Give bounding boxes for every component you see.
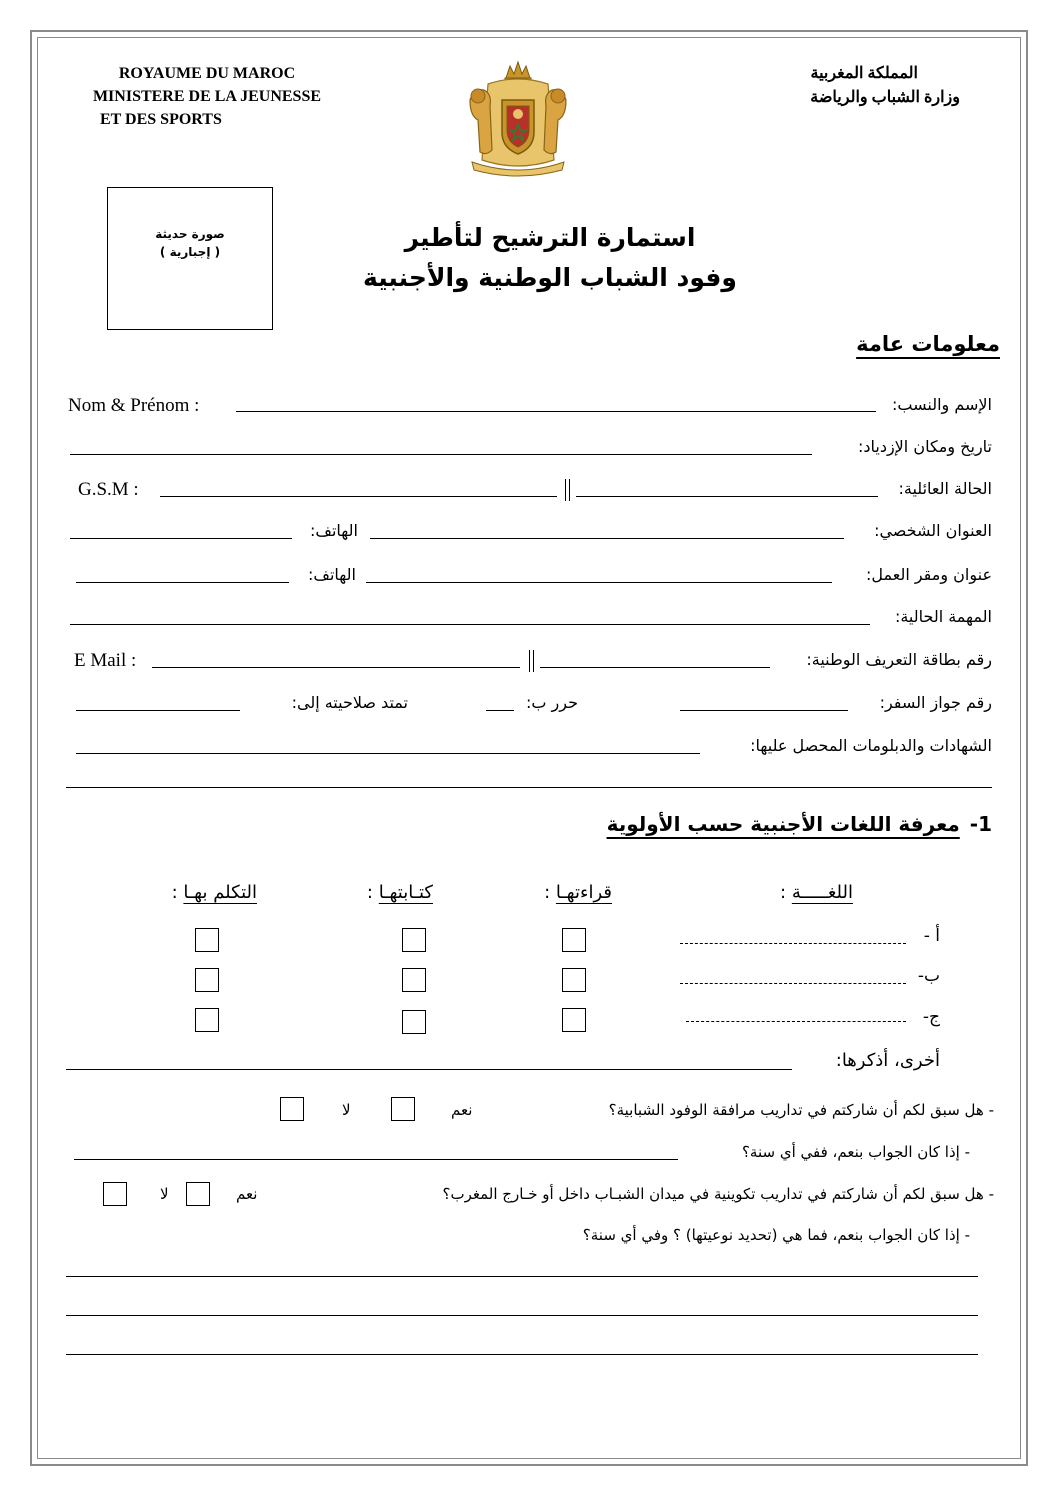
work-address-field[interactable] [366,582,832,583]
lang-a-reading-checkbox[interactable] [562,928,586,952]
lang-b-reading-checkbox[interactable] [562,968,586,992]
current-job-field[interactable] [70,624,870,625]
passport-field[interactable] [680,710,848,711]
photo-placeholder[interactable] [107,187,273,330]
issued-at-label: حرر ب: [526,693,578,712]
diplomas-row [68,736,992,766]
header-ar-line2: وزارة الشباب والرياضة [810,89,960,106]
q2-followup: - إذا كان الجواب بنعم، فما هي (تحديد نوعيتها) ؟ وفي أي سنة؟ [582,1226,970,1244]
field-separator [565,479,570,501]
header-fr-line3: ET DES SPORTS [100,111,222,128]
lang-row-a-field[interactable] [680,943,906,944]
lang-a-writing-checkbox[interactable] [402,928,426,952]
personal-address-label: العنوان الشخصي: [874,521,992,540]
name-label-fr: Nom & Prénom : [68,395,200,416]
header-arabic [810,62,960,110]
lang-c-reading-checkbox[interactable] [562,1008,586,1032]
phone2-label: الهاتف: [308,565,356,584]
languages-section-heading [607,812,992,836]
lang-row-b-field[interactable] [680,983,906,984]
lang-b-writing-checkbox[interactable] [402,968,426,992]
lang-row-a-label: أ - [923,926,940,946]
form-title-line2: وفود الشباب الوطنية والأجنبية [363,263,737,292]
personal-address-row [68,521,992,551]
lang-row-c-label: ج- [922,1007,940,1027]
national-id-field[interactable] [540,667,770,668]
lang-b-speaking-checkbox[interactable] [195,968,219,992]
answer-line-2[interactable] [66,1315,978,1316]
form-title-line1: استمارة الترشيح لتأطير [404,223,696,252]
general-info-heading: معلومات عامة [856,332,1000,356]
q1-yes-label: نعم [451,1101,473,1119]
other-languages-field[interactable] [66,1069,792,1070]
phone1-label: الهاتف: [310,521,358,540]
personal-address-field[interactable] [370,538,844,539]
issued-at-field[interactable] [486,710,514,711]
lang-c-writing-checkbox[interactable] [402,1010,426,1034]
national-id-label: رقم بطاقة التعريف الوطنية: [806,650,992,669]
section-number: 1- [969,812,992,836]
col-writing: كتـابتهـا : [366,882,433,903]
phone2-field[interactable] [76,582,289,583]
field-separator [529,650,534,672]
col-speaking: التكلم بهـا : [171,882,257,903]
col-reading: قراءتهـا : [544,882,612,903]
name-field[interactable] [236,411,876,412]
form-title [300,218,800,298]
q1-followup: - إذا كان الجواب بنعم، ففي أي سنة؟ [741,1143,970,1161]
valid-until-field[interactable] [76,710,240,711]
other-languages-label: أخرى، أذكرها: [835,1050,940,1071]
diplomas-field[interactable] [76,753,700,754]
birth-row [68,437,992,467]
q1-no-label: لا [342,1101,351,1119]
header-french [62,62,352,131]
q2-no-label: لا [160,1185,169,1203]
header-fr-line1: ROYAUME DU MAROC [118,65,296,82]
lang-a-speaking-checkbox[interactable] [195,928,219,952]
current-job-row [68,607,992,637]
passport-row [68,693,992,723]
header-ar-line1: المملكة المغربية [810,65,918,82]
name-row [68,395,992,425]
answer-line-1[interactable] [66,1276,978,1277]
question-2: - هل سبق لكم أن شاركتم في تداريب تكوينية في ميدان الشبـاب داخل أو خـارج المغرب؟ [442,1185,994,1203]
lang-c-speaking-checkbox[interactable] [195,1008,219,1032]
q1-year-field[interactable] [74,1159,678,1160]
passport-label: رقم جواز السفر: [879,693,992,712]
coat-of-arms-icon [458,60,578,178]
name-label-ar: الإسم والنسب: [892,395,992,414]
section-title: معرفة اللغات الأجنبية حسب الأولوية [606,812,960,836]
q2-yes-label: نعم [236,1185,258,1203]
email-field[interactable] [152,667,520,668]
question-1: - هل سبق لكم أن شاركتم في تداريب مرافقة الوفود الشبابية؟ [608,1101,994,1119]
q1-no-checkbox[interactable] [280,1097,304,1121]
email-label: E Mail : [74,650,137,671]
birth-label: تاريخ ومكان الإزدياد: [857,437,992,456]
birth-field[interactable] [70,454,812,455]
work-address-label: عنوان ومقر العمل: [865,565,992,584]
gsm-field[interactable] [160,496,557,497]
col-language: اللغـــــة : [780,882,853,903]
family-status-label: الحالة العائلية: [898,479,992,498]
q1-yes-checkbox[interactable] [391,1097,415,1121]
diplomas-extra-line[interactable] [66,787,992,788]
family-status-field[interactable] [576,496,878,497]
q2-yes-checkbox[interactable] [186,1182,210,1206]
id-email-row [68,650,992,680]
photo-label: صورة حديثة [155,227,225,241]
lang-row-b-label: ب- [917,966,940,986]
answer-line-3[interactable] [66,1354,978,1355]
family-gsm-row [68,479,992,509]
valid-until-label: تمتد صلاحيته إلى: [291,693,408,712]
diplomas-label: الشهادات والدبلومات المحصل عليها: [750,736,992,755]
header-fr-line2: MINISTERE DE LA JEUNESSE [92,88,322,105]
phone1-field[interactable] [70,538,292,539]
photo-required-label: ( إجبارية ) [159,245,221,259]
lang-row-c-field[interactable] [686,1021,906,1022]
gsm-label: G.S.M : [78,479,139,500]
work-address-row [68,565,992,595]
current-job-label: المهمة الحالية: [894,607,992,626]
q2-no-checkbox[interactable] [103,1182,127,1206]
